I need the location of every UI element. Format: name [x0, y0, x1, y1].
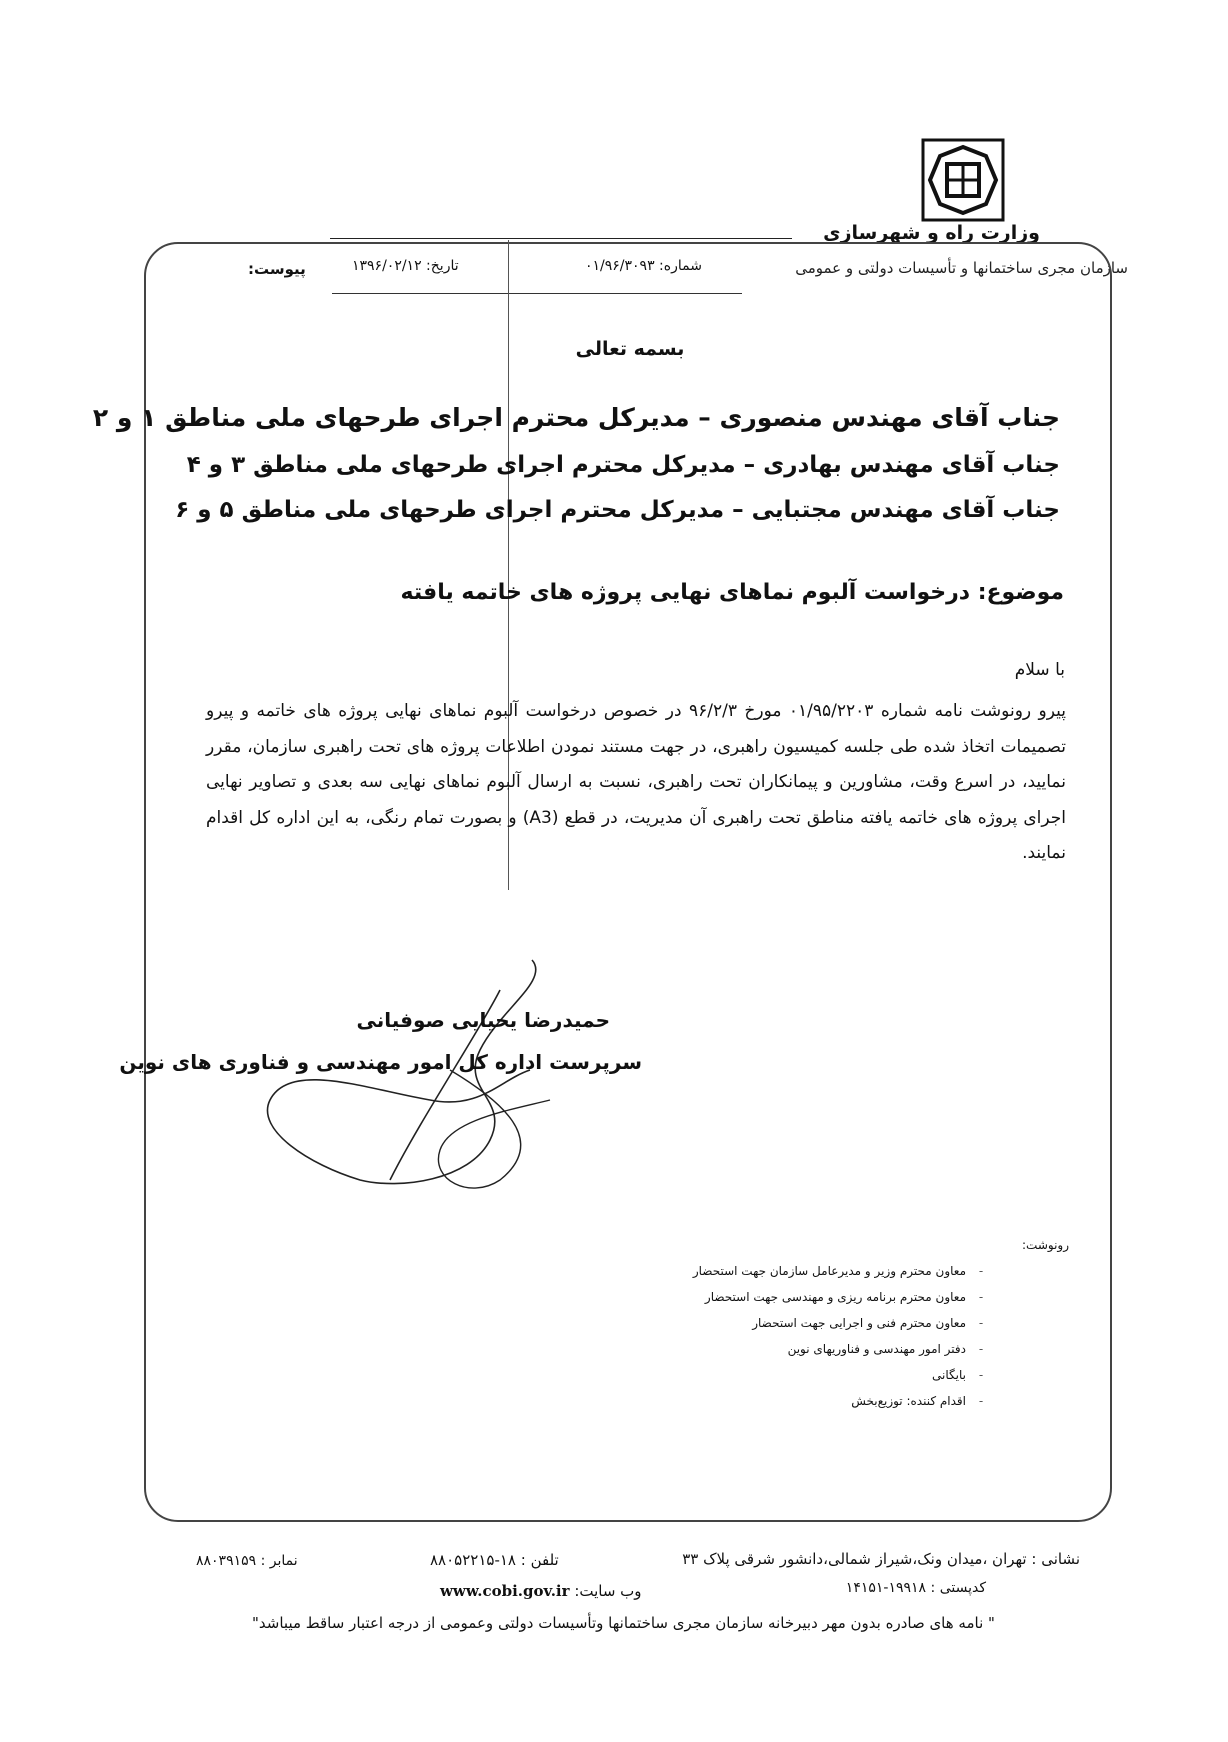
footer-fax: نمابر : ۸۸۰۳۹۱۵۹ [196, 1553, 298, 1569]
handwritten-signature [250, 950, 580, 1210]
cc-item: -معاون محترم برنامه ریزی و مهندسی جهت استحضار [704, 1290, 984, 1304]
organization-name: سازمان مجری ساختمانها و تأسیسات دولتی و عمومی [795, 259, 1128, 277]
footer-postal-code: کدپستی : ۱۹۹۱۸-۱۴۱۵۱ [845, 1580, 986, 1596]
letter-date-label: تاریخ: [426, 258, 459, 274]
cc-heading: رونوشت: [1022, 1238, 1070, 1252]
cc-item: -معاون محترم وزیر و مدیرعامل سازمان جهت استحضار [692, 1264, 984, 1278]
ministry-name: وزارت راه و شهرسازی [823, 222, 1040, 244]
ministry-emblem-icon [921, 138, 1005, 222]
subject-line: موضوع: درخواست آلبوم نماهای نهایی پروژه های خاتمه یافته [400, 580, 1064, 605]
cc-item: -بایگانی [932, 1368, 984, 1382]
validity-note: " نامه های صادره بدون مهر دبیرخانه سازمان مجری ساختمانها وتأسیسات دولتی وعمومی از درجه اعتبار ساقط میباشد" [252, 1614, 995, 1632]
cc-list [693, 1258, 996, 1414]
cc-item: -معاون محترم فنی و اجرایی جهت استحضار [752, 1316, 984, 1330]
addressee-2: جناب آقای مهندس بهادری – مدیرکل محترم اجرای طرحهای ملی مناطق ۳ و ۴ [186, 452, 1060, 478]
body-paragraph: پیرو رونوشت نامه شماره ۰۱/۹۵/۲۲۰۳ مورخ ۹۶/۲/۳ در خصوص درخواست آلبوم نماهای نهایی پروژه های خاتمه و پیرو تصمیمات اتخاذ شده طی جلسه کمیسیون راهبری، در جهت مستند نمودن اطلاعات پروژه های تحت راهبری سازمان، مقرر نمایید، در اسرع وقت، مشاورین و پیمانکاران تحت راهبری، نسبت به ارسال آلبوم نماهای نهایی سه بعدی و تصاویر نهایی اجرای پروژه های خاتمه یافته مناطق تحت راهبری آن مدیریت، در قطع (A3) و بصورت تمام رنگی، به این اداره کل اقدام نمایند. [206, 701, 1066, 863]
cc-item: -اقدام کننده: توزیع‌بخش [851, 1394, 984, 1408]
addressee-3: جناب آقای مهندس مجتبایی – مدیرکل محترم اجرای طرحهای ملی مناطق ۵ و ۶ [175, 497, 1060, 523]
footer-address: نشانی : تهران ،میدان ونک،شیراز شمالی،دانشور شرقی پلاک ۳۳ [682, 1550, 1080, 1568]
greeting: با سلام [1014, 660, 1065, 680]
invocation: بسمه تعالی [575, 338, 685, 360]
addressee-1: جناب آقای مهندس منصوری – مدیرکل محترم اجرای طرحهای ملی مناطق ۱ و ۲ [92, 403, 1060, 432]
header-rule [330, 238, 792, 239]
signer-name: حمیدرضا یحیایی صوفیانی [356, 1008, 610, 1032]
signer-title: سرپرست اداره کل امور مهندسی و فناوری های نوین [119, 1050, 642, 1074]
website-link[interactable]: www.cobi.gov.ir [440, 1582, 570, 1600]
website-label: وب سایت: [574, 1582, 642, 1600]
letter-number-value: ۰۱/۹۶/۳۰۹۳ [585, 258, 655, 274]
letter-date-value: ۱۳۹۶/۰۲/۱۲ [352, 258, 422, 274]
footer-website [440, 1582, 642, 1600]
letter-number-label: شماره: [659, 258, 702, 274]
footer-phone: تلفن : ۱۸-۸۸۰۵۲۲۱۵ [430, 1551, 559, 1569]
cc-item: -دفتر امور مهندسی و فناوریهای نوین [787, 1342, 984, 1356]
attachment-label: پیوست: [248, 260, 306, 278]
